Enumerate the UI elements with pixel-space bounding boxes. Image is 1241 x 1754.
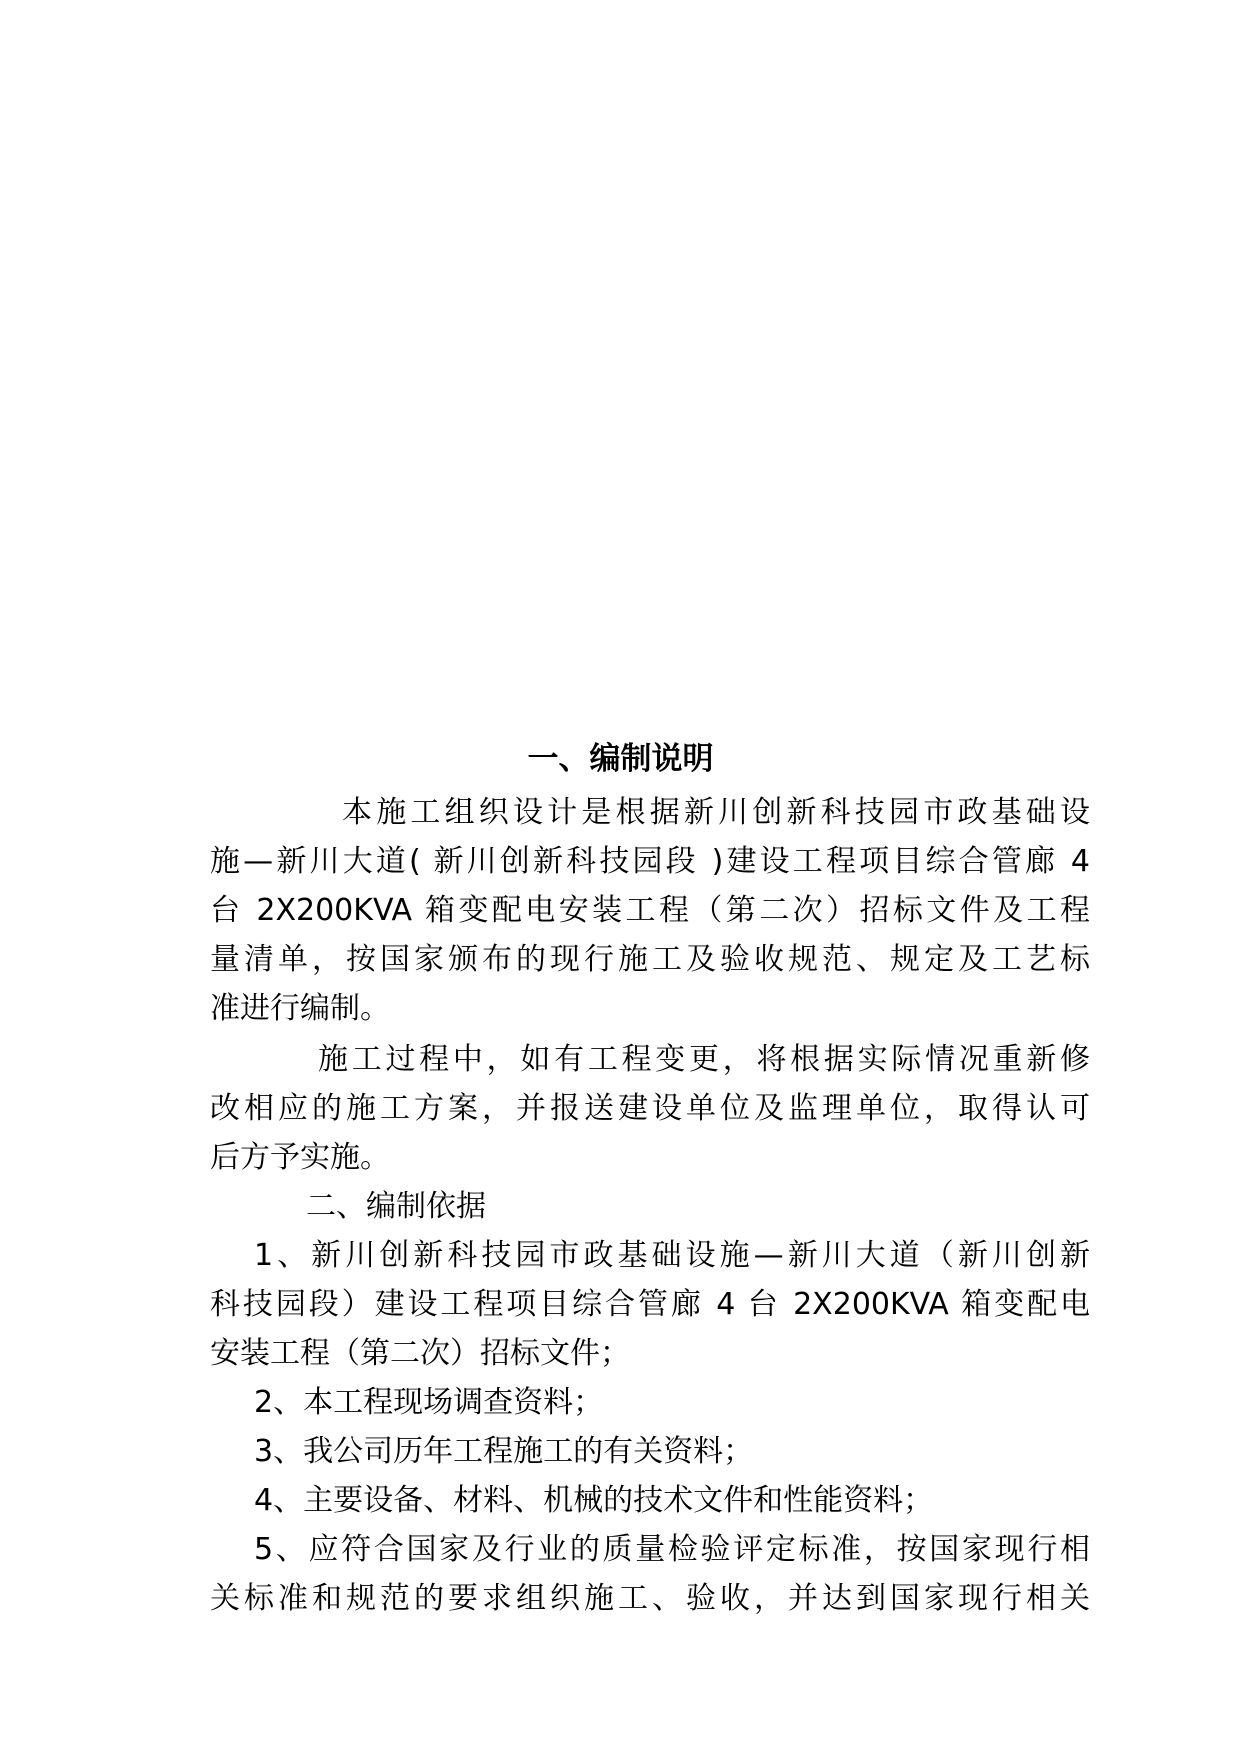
text-line: 改相应的施工方案，并报送建设单位及监理单位，取得认可 [210,1091,1090,1126]
list-item-1 [210,1231,1090,1378]
text-line: 关标准和规范的要求组织施工、验收，并达到国家现行相关 [210,1581,1090,1616]
text-line: 2、本工程现场调查资料； [254,1385,604,1420]
list-item-2 [210,1378,1090,1427]
text-line: 安装工程（第二次）招标文件； [210,1336,630,1371]
text-line: 1、新川创新科技园市政基础设施—新川大道（新川创新 [254,1238,1090,1273]
text-line: 施工过程中，如有工程变更，将根据实际情况重新修 [318,1042,1090,1077]
text-line: 台 2X200KVA 箱变配电安装工程（第二次）招标文件及工程 [210,893,1090,928]
section-heading-1: 一、编制说明 [527,741,714,777]
text-line: 本施工组织设计是根据新川创新科技园市政基础设 [342,795,1090,830]
text-line: 后方予实施。 [210,1140,390,1175]
text-line: 5、应符合国家及行业的质量检验评定标准，按国家现行相 [254,1532,1090,1567]
text-line: 量清单，按国家颁布的现行施工及验收规范、规定及工艺标 [210,942,1090,977]
text-line: 3、我公司历年工程施工的有关资料； [254,1434,754,1469]
list-item-3 [210,1427,1090,1476]
text-line: 科技园段）建设工程项目综合管廊 4 台 2X200KVA 箱变配电 [210,1287,1090,1322]
list-item-4 [210,1476,1090,1525]
section-heading-2: 二、编制依据 [306,1189,486,1224]
text-line: 施—新川大道( 新川创新科技园段 )建设工程项目综合管廊 4 [210,844,1090,879]
list-item-5 [210,1525,1090,1623]
text-line: 准进行编制。 [210,991,390,1026]
paragraph-compilation-description [210,788,1090,1033]
text-line: 4、主要设备、材料、机械的技术文件和性能资料； [254,1483,934,1518]
paragraph-construction-changes [210,1035,1090,1182]
section-heading-2-block [210,1182,1090,1231]
